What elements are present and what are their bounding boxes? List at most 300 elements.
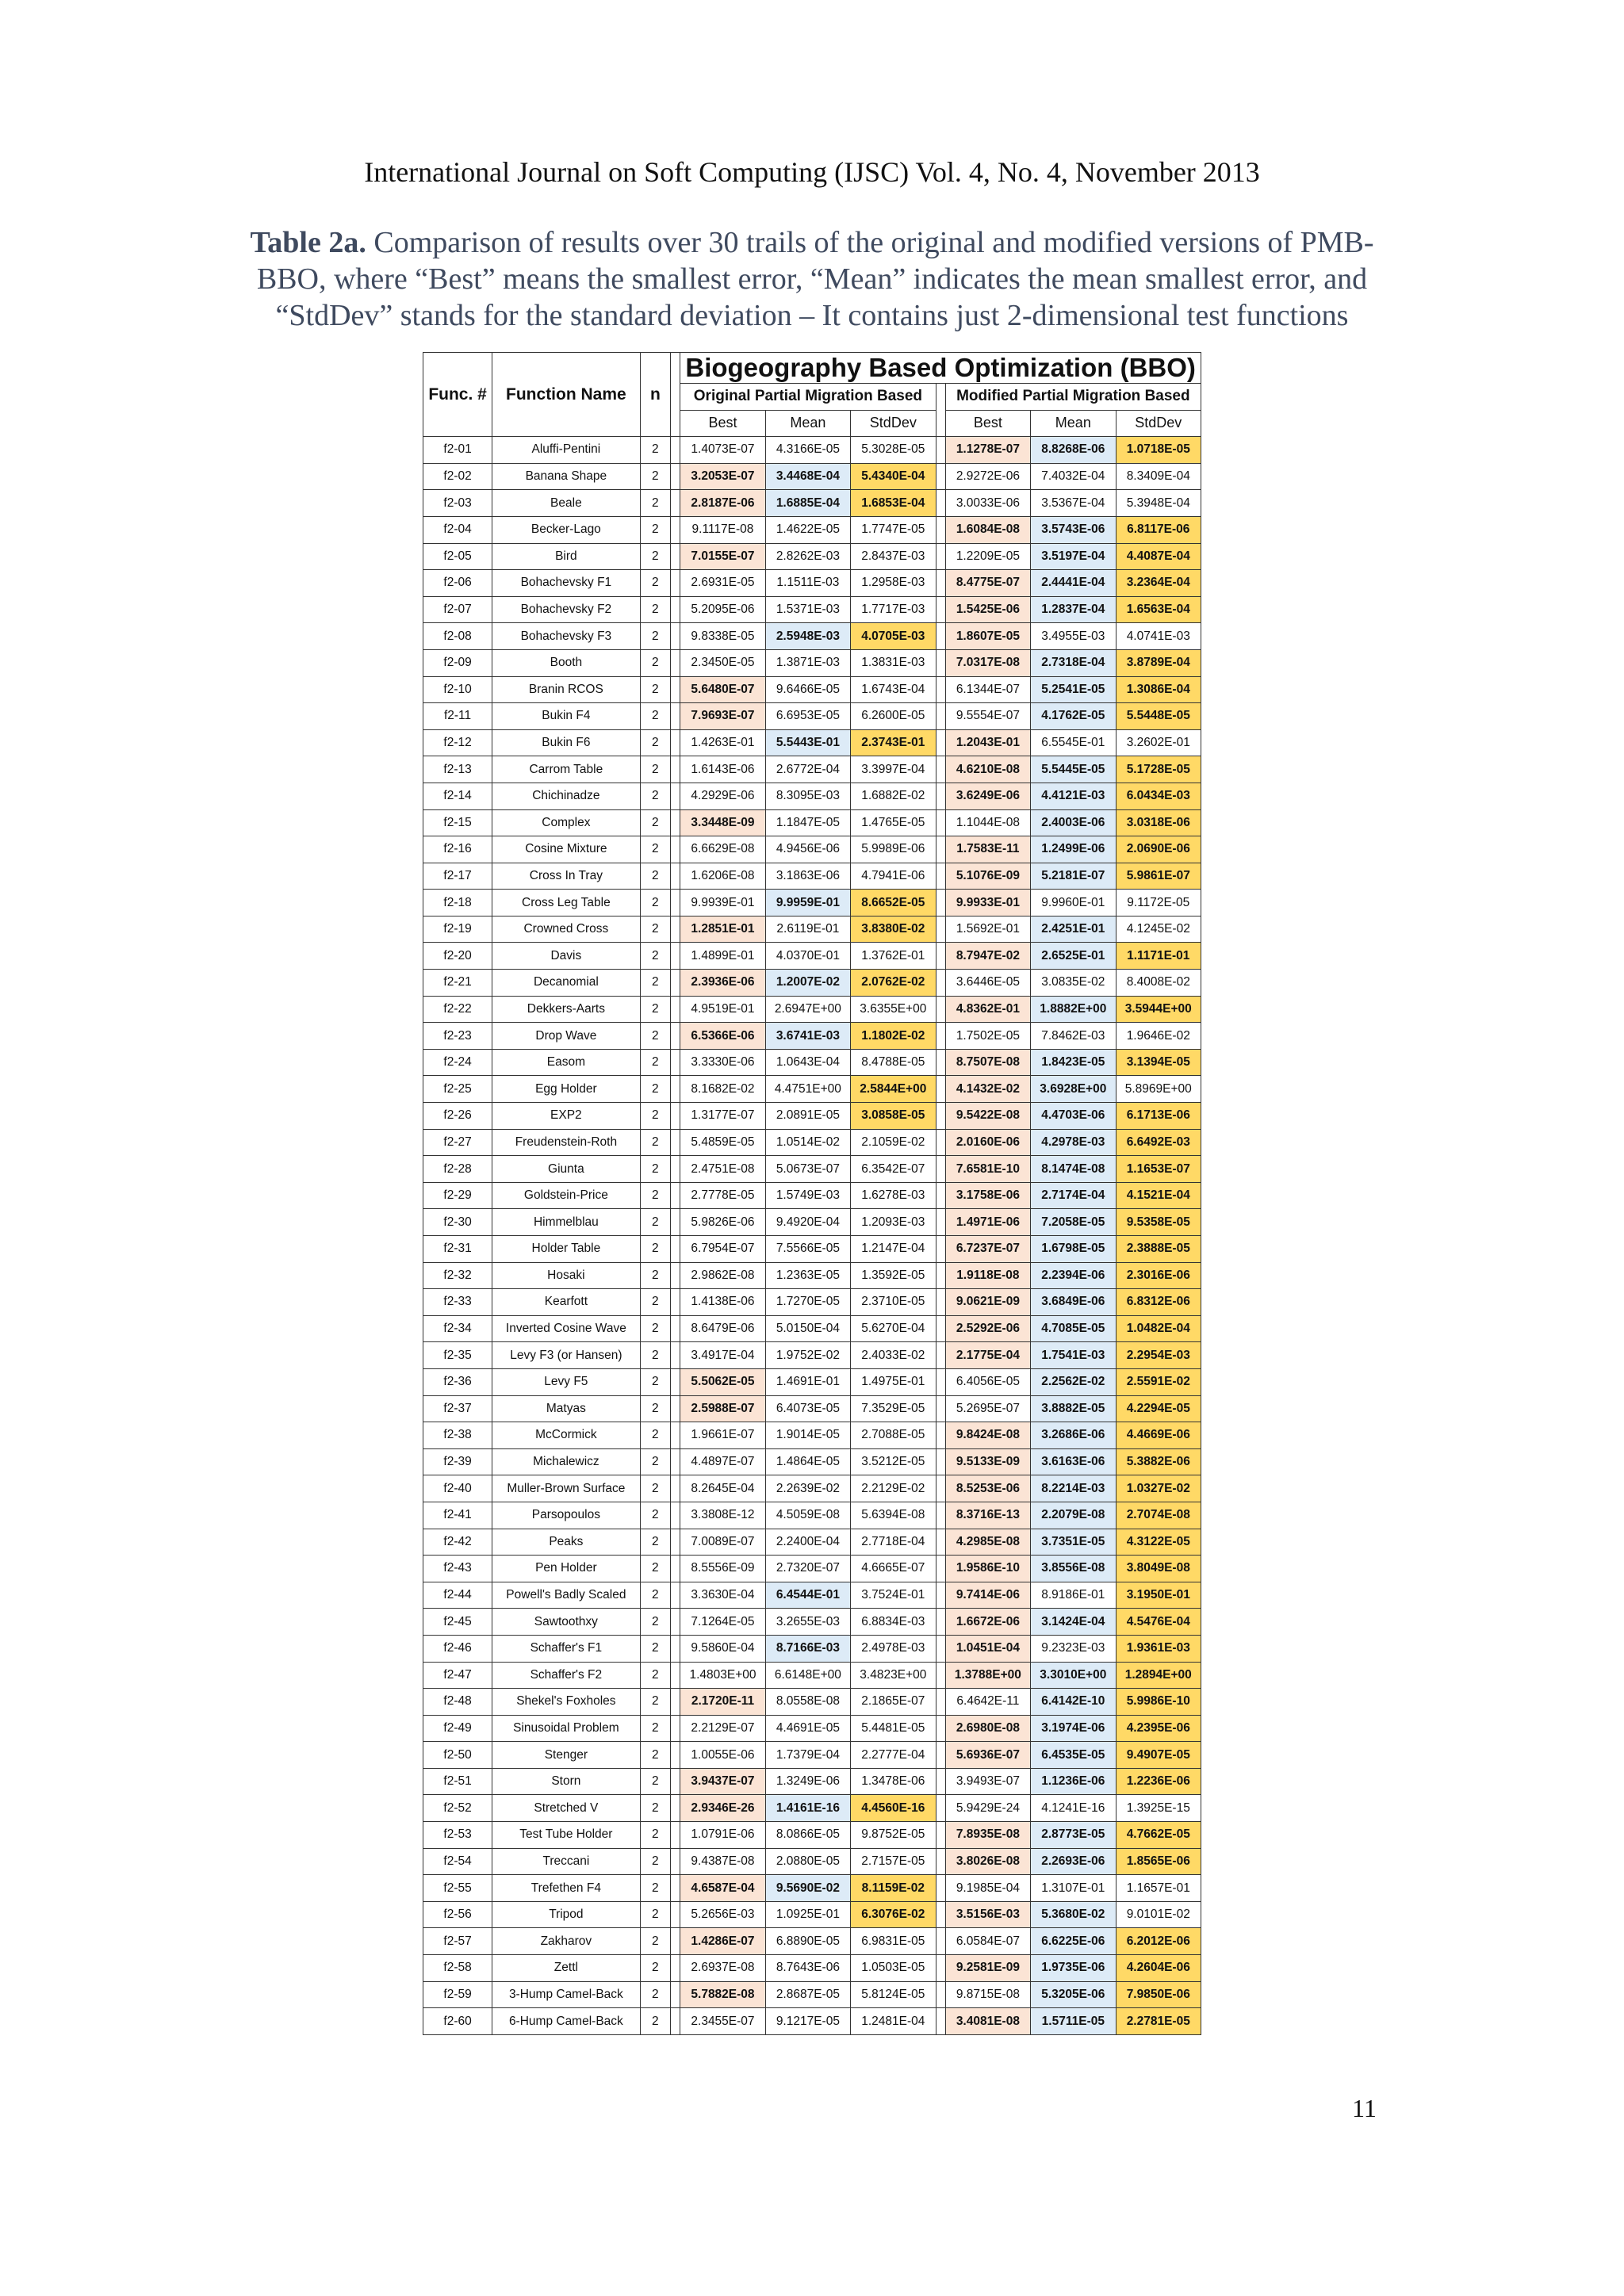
modified-stddev-cell: 1.9361E-03 [1116,1635,1201,1662]
n-cell: 2 [640,916,671,943]
modified-best-cell: 2.6980E-08 [945,1715,1030,1742]
separator-cell [936,1368,945,1395]
modified-stddev-cell: 9.5358E-05 [1116,1209,1201,1236]
n-cell: 2 [640,1635,671,1662]
modified-mean-cell: 2.8773E-05 [1031,1822,1116,1849]
table-row [423,596,1201,623]
separator-cell [671,783,680,809]
modified-stddev-cell: 2.3016E-06 [1116,1262,1201,1289]
table-row [423,1315,1201,1342]
original-stddev-cell: 3.0858E-05 [851,1103,936,1130]
n-cell: 2 [640,649,671,676]
n-cell: 2 [640,1689,671,1716]
n-cell: 2 [640,1848,671,1875]
modified-stddev-cell: 1.9646E-02 [1116,1023,1201,1050]
function-name-cell: Chichinadze [492,783,640,809]
modified-stddev-cell: 9.1172E-05 [1116,890,1201,916]
modified-best-cell: 5.9429E-24 [945,1795,1030,1822]
original-stddev-cell: 6.8834E-03 [851,1609,936,1636]
original-best-cell: 2.3450E-05 [680,649,765,676]
func-id-cell: f2-57 [423,1928,492,1955]
separator-cell [671,1582,680,1609]
modified-best-cell: 1.6672E-06 [945,1609,1030,1636]
n-cell: 2 [640,570,671,597]
n-cell: 2 [640,1475,671,1502]
original-best-cell: 2.7778E-05 [680,1182,765,1209]
modified-stddev-cell: 3.2364E-04 [1116,570,1201,597]
original-mean-cell: 1.1847E-05 [765,809,850,836]
original-best-cell: 2.6937E-08 [680,1955,765,1982]
header-function-name: Function Name [492,353,640,437]
original-best-cell: 1.0055E-06 [680,1742,765,1769]
separator-cell [936,1502,945,1529]
table-row [423,463,1201,490]
modified-best-cell: 3.9493E-07 [945,1768,1030,1795]
separator-cell [671,996,680,1023]
original-best-cell: 2.8187E-06 [680,490,765,517]
modified-mean-cell: 4.4703E-06 [1031,1103,1116,1130]
separator-cell [671,623,680,650]
n-cell: 2 [640,437,671,464]
modified-best-cell: 4.8362E-01 [945,996,1030,1023]
separator-cell [671,437,680,464]
modified-mean-cell: 2.2562E-02 [1031,1368,1116,1395]
function-name-cell: Complex [492,809,640,836]
modified-mean-cell: 3.8556E-08 [1031,1556,1116,1582]
modified-best-cell: 1.1278E-07 [945,437,1030,464]
function-name-cell: Sinusoidal Problem [492,1715,640,1742]
separator-cell [936,543,945,570]
modified-best-cell: 9.8424E-08 [945,1422,1030,1449]
function-name-cell: Bukin F6 [492,729,640,756]
n-cell: 2 [640,623,671,650]
original-best-cell: 3.3630E-04 [680,1582,765,1609]
function-name-cell: Himmelblau [492,1209,640,1236]
original-stddev-cell: 6.2600E-05 [851,703,936,730]
n-cell: 2 [640,1901,671,1928]
header-best: Best [945,410,1030,437]
original-best-cell: 2.5988E-07 [680,1395,765,1422]
n-cell: 2 [640,1182,671,1209]
func-id-cell: f2-10 [423,676,492,703]
function-name-cell: Banana Shape [492,463,640,490]
modified-mean-cell: 2.7318E-04 [1031,649,1116,676]
modified-stddev-cell: 5.5448E-05 [1116,703,1201,730]
separator-cell [936,703,945,730]
table-row [423,943,1201,970]
modified-mean-cell: 1.3107E-01 [1031,1875,1116,1902]
original-stddev-cell: 8.6652E-05 [851,890,936,916]
separator-cell [671,1981,680,2008]
original-best-cell: 2.6931E-05 [680,570,765,597]
func-id-cell: f2-43 [423,1556,492,1582]
separator-cell [936,863,945,890]
original-stddev-cell: 1.3478E-06 [851,1768,936,1795]
n-cell: 2 [640,1981,671,2008]
separator-cell [671,756,680,783]
separator-cell [671,1129,680,1156]
n-cell: 2 [640,543,671,570]
function-name-cell: Zakharov [492,1928,640,1955]
original-best-cell: 4.4897E-07 [680,1448,765,1475]
separator-cell [936,1182,945,1209]
modified-best-cell: 8.4775E-07 [945,570,1030,597]
n-cell: 2 [640,996,671,1023]
separator-cell [671,1901,680,1928]
header-mean: Mean [1031,410,1116,437]
modified-best-cell: 9.7414E-06 [945,1582,1030,1609]
function-name-cell: Drop Wave [492,1023,640,1050]
func-id-cell: f2-36 [423,1368,492,1395]
modified-mean-cell: 3.5743E-06 [1031,516,1116,543]
original-best-cell: 1.4899E-01 [680,943,765,970]
modified-stddev-cell: 1.3086E-04 [1116,676,1201,703]
table-row [423,1848,1201,1875]
separator-cell [671,2008,680,2035]
original-stddev-cell: 1.7717E-03 [851,596,936,623]
func-id-cell: f2-35 [423,1342,492,1369]
function-name-cell: Bird [492,543,640,570]
original-stddev-cell: 1.4765E-05 [851,809,936,836]
original-stddev-cell: 1.3592E-05 [851,1262,936,1289]
func-id-cell: f2-30 [423,1209,492,1236]
original-stddev-cell: 1.3831E-03 [851,649,936,676]
modified-stddev-cell: 4.5476E-04 [1116,1609,1201,1636]
table-row [423,1076,1201,1103]
modified-stddev-cell: 5.9861E-07 [1116,863,1201,890]
separator-cell [936,1689,945,1716]
original-best-cell: 3.3448E-09 [680,809,765,836]
modified-stddev-cell: 4.7662E-05 [1116,1822,1201,1849]
original-mean-cell: 2.0891E-05 [765,1103,850,1130]
modified-stddev-cell: 2.2781E-05 [1116,2008,1201,2035]
separator-cell [936,1315,945,1342]
n-cell: 2 [640,809,671,836]
original-best-cell: 8.5556E-09 [680,1556,765,1582]
original-stddev-cell: 2.0762E-02 [851,970,936,997]
modified-best-cell: 3.6249E-06 [945,783,1030,809]
modified-mean-cell: 5.2541E-05 [1031,676,1116,703]
function-name-cell: Crowned Cross [492,916,640,943]
header-n: n [640,353,671,437]
func-id-cell: f2-42 [423,1529,492,1556]
page-number: 11 [1352,2094,1377,2122]
original-stddev-cell: 1.4975E-01 [851,1368,936,1395]
modified-best-cell: 2.1775E-04 [945,1342,1030,1369]
func-id-cell: f2-23 [423,1023,492,1050]
original-best-cell: 2.1720E-11 [680,1689,765,1716]
func-id-cell: f2-40 [423,1475,492,1502]
modified-mean-cell: 3.6928E+00 [1031,1076,1116,1103]
modified-mean-cell: 7.8462E-03 [1031,1023,1116,1050]
separator-cell [936,1289,945,1316]
function-name-cell: Powell's Badly Scaled [492,1582,640,1609]
separator-cell [671,1689,680,1716]
original-mean-cell: 9.5690E-02 [765,1875,850,1902]
original-stddev-cell: 2.7718E-04 [851,1529,936,1556]
original-mean-cell: 1.9752E-02 [765,1342,850,1369]
func-id-cell: f2-34 [423,1315,492,1342]
modified-best-cell: 1.9118E-08 [945,1262,1030,1289]
n-cell: 2 [640,1395,671,1422]
separator-cell [671,463,680,490]
original-stddev-cell: 1.6743E-04 [851,676,936,703]
func-id-cell: f2-51 [423,1768,492,1795]
modified-stddev-cell: 9.4907E-05 [1116,1742,1201,1769]
n-cell: 2 [640,596,671,623]
func-id-cell: f2-38 [423,1422,492,1449]
modified-best-cell: 7.0317E-08 [945,649,1030,676]
original-stddev-cell: 4.0705E-03 [851,623,936,650]
modified-mean-cell: 2.2693E-06 [1031,1848,1116,1875]
func-id-cell: f2-55 [423,1875,492,1902]
func-id-cell: f2-41 [423,1502,492,1529]
modified-stddev-cell: 1.0482E-04 [1116,1315,1201,1342]
original-mean-cell: 2.7320E-07 [765,1556,850,1582]
original-best-cell: 2.3936E-06 [680,970,765,997]
modified-stddev-cell: 3.8049E-08 [1116,1556,1201,1582]
modified-best-cell: 1.4971E-06 [945,1209,1030,1236]
modified-stddev-cell: 2.2954E-03 [1116,1342,1201,1369]
n-cell: 2 [640,1768,671,1795]
modified-mean-cell: 8.8268E-06 [1031,437,1116,464]
separator-cell [671,1315,680,1342]
n-cell: 2 [640,1928,671,1955]
separator-cell [671,1182,680,1209]
separator-cell [936,437,945,464]
function-name-cell: Sawtoothxy [492,1609,640,1636]
separator-cell [671,890,680,916]
modified-mean-cell: 4.1762E-05 [1031,703,1116,730]
table-row [423,1182,1201,1209]
modified-stddev-cell: 1.0718E-05 [1116,437,1201,464]
modified-best-cell: 9.5422E-08 [945,1103,1030,1130]
separator-cell [936,596,945,623]
func-id-cell: f2-37 [423,1395,492,1422]
separator-cell [671,1236,680,1263]
table-row [423,729,1201,756]
modified-best-cell: 4.1432E-02 [945,1076,1030,1103]
modified-stddev-cell: 4.4087E-04 [1116,543,1201,570]
n-cell: 2 [640,703,671,730]
table-row [423,970,1201,997]
original-stddev-cell: 5.6394E-08 [851,1502,936,1529]
n-cell: 2 [640,1236,671,1263]
original-best-cell: 1.2851E-01 [680,916,765,943]
original-mean-cell: 1.4864E-05 [765,1448,850,1475]
n-cell: 2 [640,1156,671,1183]
original-best-cell: 5.9826E-06 [680,1209,765,1236]
separator-cell [936,1609,945,1636]
table-row [423,916,1201,943]
original-mean-cell: 9.9959E-01 [765,890,850,916]
modified-stddev-cell: 5.8969E+00 [1116,1076,1201,1103]
original-best-cell: 1.4138E-06 [680,1289,765,1316]
modified-best-cell: 1.3788E+00 [945,1662,1030,1689]
separator-cell [671,1822,680,1849]
n-cell: 2 [640,516,671,543]
func-id-cell: f2-20 [423,943,492,970]
function-name-cell: Kearfott [492,1289,640,1316]
function-name-cell: Branin RCOS [492,676,640,703]
original-mean-cell: 2.8262E-03 [765,543,850,570]
original-stddev-cell: 2.1865E-07 [851,1689,936,1716]
table-row [423,1795,1201,1822]
modified-stddev-cell: 1.0327E-02 [1116,1475,1201,1502]
original-best-cell: 1.3177E-07 [680,1103,765,1130]
n-cell: 2 [640,836,671,863]
n-cell: 2 [640,783,671,809]
table-row [423,996,1201,1023]
original-stddev-cell: 1.6278E-03 [851,1182,936,1209]
separator-cell [671,863,680,890]
original-mean-cell: 1.5749E-03 [765,1182,850,1209]
table-row [423,1023,1201,1050]
separator-cell [936,623,945,650]
modified-mean-cell: 9.9960E-01 [1031,890,1116,916]
modified-mean-cell: 3.1424E-04 [1031,1609,1116,1636]
original-best-cell: 1.0791E-06 [680,1822,765,1849]
modified-stddev-cell: 4.2395E-06 [1116,1715,1201,1742]
function-name-cell: Inverted Cosine Wave [492,1315,640,1342]
table-row [423,570,1201,597]
original-best-cell: 8.6479E-06 [680,1315,765,1342]
modified-stddev-cell: 2.7074E-08 [1116,1502,1201,1529]
original-best-cell: 1.4263E-01 [680,729,765,756]
table-row [423,516,1201,543]
function-name-cell: Holder Table [492,1236,640,1263]
original-best-cell: 5.5062E-05 [680,1368,765,1395]
modified-stddev-cell: 8.3409E-04 [1116,463,1201,490]
modified-mean-cell: 8.1474E-08 [1031,1156,1116,1183]
table-title: Biogeography Based Optimization (BBO) [680,353,1201,384]
n-cell: 2 [640,1795,671,1822]
modified-mean-cell: 2.6525E-01 [1031,943,1116,970]
header-original-group: Original Partial Migration Based [680,384,936,411]
func-id-cell: f2-48 [423,1689,492,1716]
modified-stddev-cell: 8.4008E-02 [1116,970,1201,997]
modified-stddev-cell: 1.1653E-07 [1116,1156,1201,1183]
modified-stddev-cell: 3.0318E-06 [1116,809,1201,836]
function-name-cell: Parsopoulos [492,1502,640,1529]
original-mean-cell: 8.7643E-06 [765,1955,850,1982]
function-name-cell: Egg Holder [492,1076,640,1103]
modified-mean-cell: 4.2978E-03 [1031,1129,1116,1156]
function-name-cell: Hosaki [492,1262,640,1289]
table-row [423,1129,1201,1156]
separator-cell [936,1023,945,1050]
original-best-cell: 2.4751E-08 [680,1156,765,1183]
original-mean-cell: 1.2007E-02 [765,970,850,997]
separator-cell [936,943,945,970]
n-cell: 2 [640,863,671,890]
table-row [423,1582,1201,1609]
original-stddev-cell: 2.3743E-01 [851,729,936,756]
original-mean-cell: 3.4468E-04 [765,463,850,490]
modified-mean-cell: 2.4441E-04 [1031,570,1116,597]
separator-cell [671,1475,680,1502]
table-body [423,437,1201,2035]
original-stddev-cell: 3.4823E+00 [851,1662,936,1689]
separator-cell [936,1795,945,1822]
separator-cell [671,1662,680,1689]
results-table-container [423,352,1201,2035]
modified-mean-cell: 8.2214E-03 [1031,1475,1116,1502]
original-best-cell: 4.6587E-04 [680,1875,765,1902]
table-row [423,1742,1201,1769]
separator-cell [936,1901,945,1928]
separator-cell [671,1395,680,1422]
modified-stddev-cell: 4.2294E-05 [1116,1395,1201,1422]
separator [671,353,680,437]
separator-cell [671,1049,680,1076]
n-cell: 2 [640,1262,671,1289]
original-best-cell: 4.2929E-06 [680,783,765,809]
modified-mean-cell: 5.3205E-06 [1031,1981,1116,2008]
table-row [423,1609,1201,1636]
original-stddev-cell: 5.9989E-06 [851,836,936,863]
separator-cell [671,1848,680,1875]
original-mean-cell: 8.0558E-08 [765,1689,850,1716]
func-id-cell: f2-21 [423,970,492,997]
function-name-cell: Giunta [492,1156,640,1183]
separator-cell [936,1342,945,1369]
func-id-cell: f2-56 [423,1901,492,1928]
modified-stddev-cell: 6.1713E-06 [1116,1103,1201,1130]
original-stddev-cell: 7.3529E-05 [851,1395,936,1422]
separator-cell [671,1023,680,1050]
func-id-cell: f2-60 [423,2008,492,2035]
modified-mean-cell: 5.2181E-07 [1031,863,1116,890]
modified-mean-cell: 1.1236E-06 [1031,1768,1116,1795]
table-row [423,623,1201,650]
original-best-cell: 2.2129E-07 [680,1715,765,1742]
modified-best-cell: 1.5692E-01 [945,916,1030,943]
modified-best-cell: 9.5133E-09 [945,1448,1030,1475]
function-name-cell: Test Tube Holder [492,1822,640,1849]
separator-cell [936,570,945,597]
separator-cell [671,1742,680,1769]
original-mean-cell: 1.3871E-03 [765,649,850,676]
modified-stddev-cell: 1.1171E-01 [1116,943,1201,970]
modified-best-cell: 3.5156E-03 [945,1901,1030,1928]
results-table [423,352,1201,2035]
table-row [423,1901,1201,1928]
table-row [423,676,1201,703]
modified-mean-cell: 5.5445E-05 [1031,756,1116,783]
table-row [423,1928,1201,1955]
original-mean-cell: 1.0514E-02 [765,1129,850,1156]
modified-mean-cell: 3.6163E-06 [1031,1448,1116,1475]
function-name-cell: 3-Hump Camel-Back [492,1981,640,2008]
original-mean-cell: 3.6741E-03 [765,1023,850,1050]
modified-best-cell: 1.5425E-06 [945,596,1030,623]
modified-stddev-cell: 4.1521E-04 [1116,1182,1201,1209]
original-mean-cell: 5.0150E-04 [765,1315,850,1342]
separator-cell [671,676,680,703]
function-name-cell: Bukin F4 [492,703,640,730]
original-best-cell: 7.1264E-05 [680,1609,765,1636]
modified-mean-cell: 3.8882E-05 [1031,1395,1116,1422]
func-id-cell: f2-44 [423,1582,492,1609]
modified-stddev-cell: 4.2604E-06 [1116,1955,1201,1982]
original-mean-cell: 2.5948E-03 [765,623,850,650]
table-row [423,1289,1201,1316]
modified-best-cell: 9.8715E-08 [945,1981,1030,2008]
separator-cell [936,1475,945,1502]
modified-stddev-cell: 7.9850E-06 [1116,1981,1201,2008]
original-mean-cell: 9.6466E-05 [765,676,850,703]
